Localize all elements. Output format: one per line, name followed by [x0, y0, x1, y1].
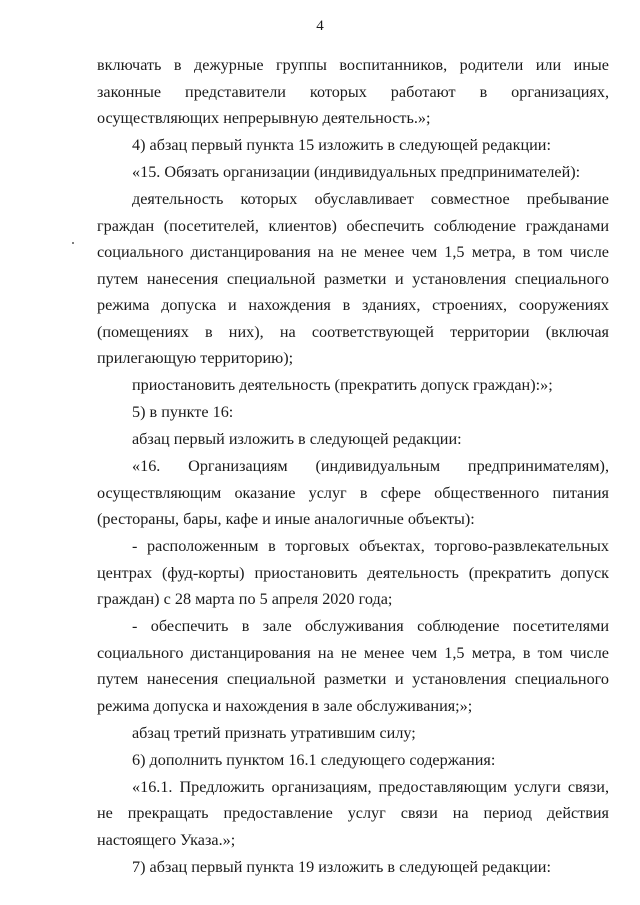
- paragraph-item-6: 6) дополнить пунктом 16.1 следующего содержания:: [132, 750, 496, 769]
- paragraph-clause-15: «15. Обязать организации (индивидуальных предпринимателей):: [132, 163, 581, 181]
- paragraph-first-abzac: абзац первый изложить в следующей редакции:: [132, 430, 462, 448]
- paragraph-item-4: 4) абзац первый пункта 15 изложить в следующей редакции:: [132, 136, 551, 154]
- margin-mark: [72, 242, 74, 244]
- paragraph-suspend: приостановить деятельность (прекратить допуск граждан):»;: [132, 376, 553, 394]
- document-body: [97, 52, 609, 881]
- paragraph-distancing: деятельность которых обуславливает совместное пребывание граждан (посетителей, клиентов) обеспечить соблюдение гражданами социального дистанцирования на не менее чем 1,5 метра, в том числе путем нанесения специальной разметки и установления специального режима допуска и нахождения в зданиях, строениях, сооружениях (помещениях в них), на соответствующей территории (включая прилегающую территорию);: [97, 190, 609, 367]
- paragraph-continuation: включать в дежурные группы воспитанников, родители или иные законные представители которых работают в организациях, осуществляющих непрерывную деятельность.»;: [97, 56, 609, 127]
- paragraph-item-5: 5) в пункте 16:: [132, 403, 234, 421]
- paragraph-item-7: 7) абзац первый пункта 19 изложить в следующей редакции:: [132, 857, 551, 876]
- paragraph-hall-distancing: - обеспечить в зале обслуживания соблюдение посетителями социального дистанцирования на не менее чем 1,5 метра, в том числе путем нанесения специальной разметки и установления специального режима допуска и нахождения в зале обслуживания;»;: [97, 617, 609, 715]
- paragraph-food-courts: - расположенным в торговых объектах, торгово-развлекательных центрах (фуд-корты) приостановить деятельность (прекратить допуск граждан) с 28 марта по 5 апреля 2020 года;: [97, 537, 609, 608]
- paragraph-third-abzac: абзац третий признать утратившим силу;: [132, 723, 416, 742]
- page-number: 4: [316, 18, 324, 34]
- paragraph-clause-16: «16. Организациям (индивидуальным предпринимателям), осуществляющим оказание услуг в сфере общественного питания (рестораны, бары, кафе и иные аналогичные объекты):: [97, 457, 609, 528]
- paragraph-clause-16-1: «16.1. Предложить организациям, предоставляющим услуги связи, не прекращать предоставление услуг связи на период действия настоящего Указа.»;: [97, 777, 609, 849]
